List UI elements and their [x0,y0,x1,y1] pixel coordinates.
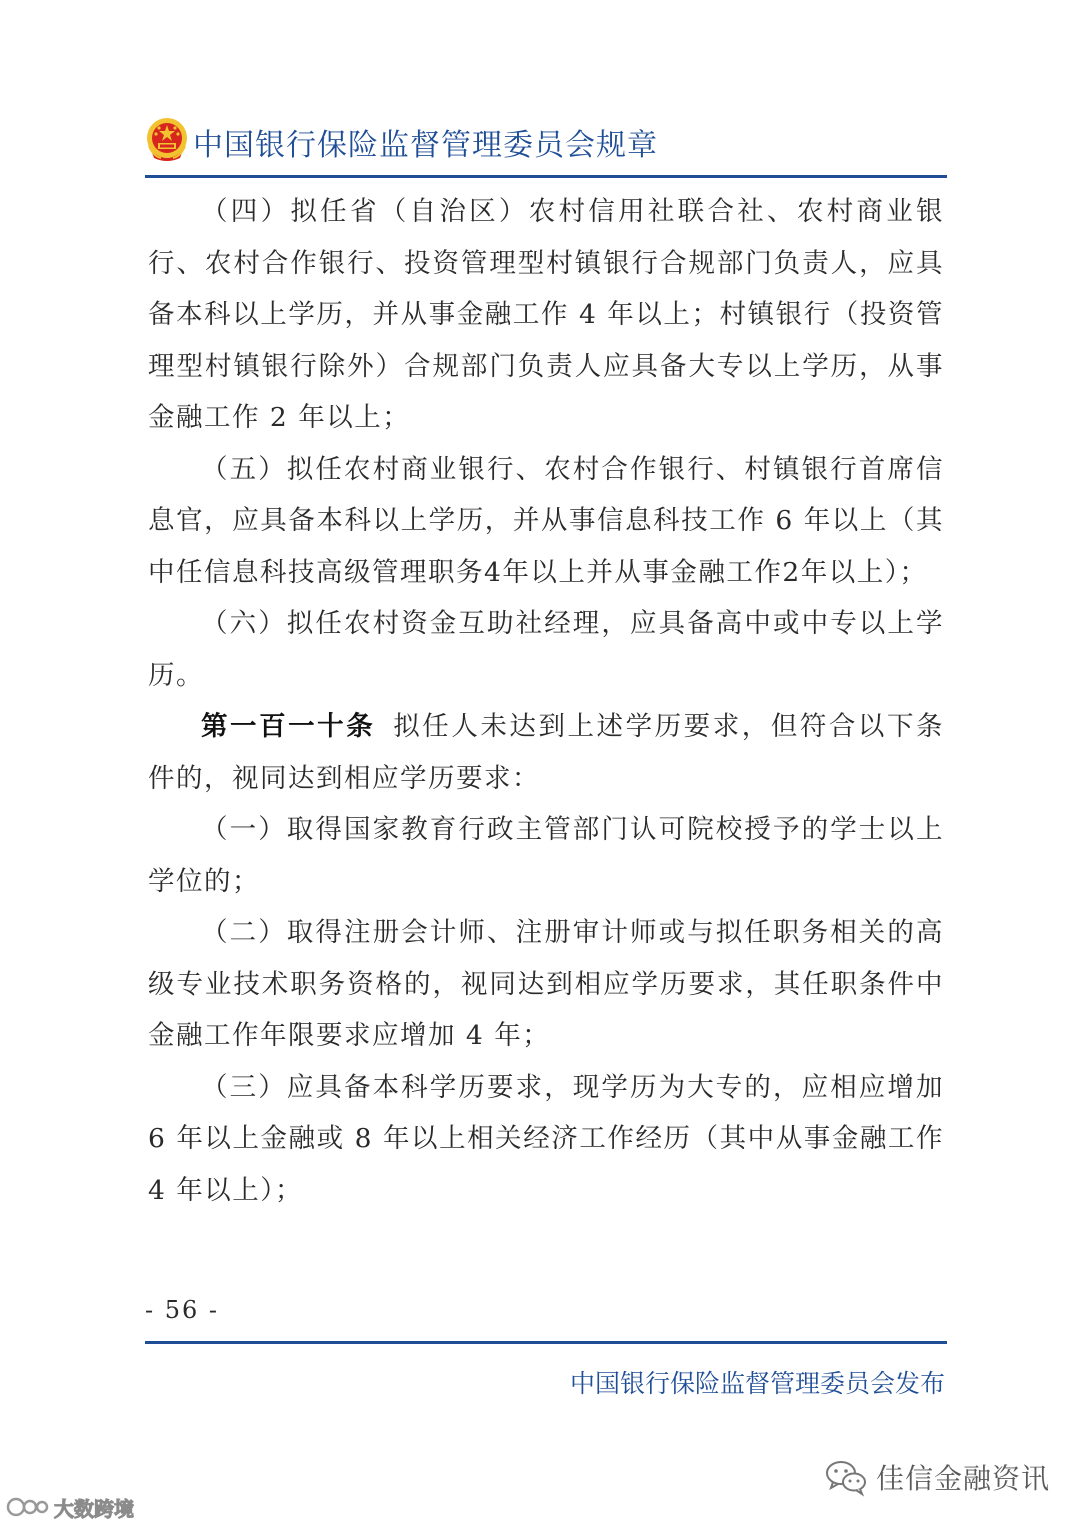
paragraph-text: （四）拟任省（自治区）农村信用社联合社、农村商业银行、农村合作银行、投资管理型村镇银行合规部门负责人，应具备本科以上学历，并从事金融工作 4 年以上；村镇银行（投资管理型村镇银行除外）合规部门负责人应具备大专以上学历，从事金融工作 2 年以上； [148,196,944,433]
watermark-right [824,1452,1050,1502]
paragraph-item-1 [148,804,944,907]
dashu-logo-icon [6,1492,50,1522]
paragraph-item-3 [148,1062,944,1217]
watermark-left-text: 大数跨境 [54,1496,134,1521]
article-110 [148,701,944,804]
paragraph-text: （一）取得国家教育行政主管部门认可院校授予的学士以上学位的； [148,814,944,897]
paragraph-4 [148,186,944,444]
paragraph-text: （二）取得注册会计师、注册审计师或与拟任职务相关的高级专业技术职务资格的，视同达到相应学历要求，其任职条件中金融工作年限要求应增加 4 年； [148,917,944,1051]
footer-publisher: 中国银行保险监督管理委员会发布 [569,1369,945,1398]
wechat-icon [824,1457,868,1497]
page-number: - 56 - [145,1296,220,1324]
document-body [148,186,944,1216]
paragraph-text: （三）应具备本科学历要求，现学历为大专的，应相应增加 6 年以上金融或 8 年以上相关经济工作经历（其中从事金融工作 4 年以上）； [148,1071,944,1206]
header-title: 中国银行保险监督管理委员会规章 [193,128,658,163]
watermark-left [6,1490,134,1524]
page-header [145,112,947,174]
paragraph-text: （六）拟任农村资金互助社经理，应具备高中或中专以上学历。 [148,608,944,691]
national-emblem-icon [145,116,189,164]
paragraph-text: 拟任人未达到上述学历要求，但符合以下条件的，视同达到相应学历要求： [148,711,944,794]
header-divider [145,175,947,178]
paragraph-6 [148,598,944,701]
footer-divider [145,1341,947,1344]
article-heading: 第一百一十条 [201,711,376,742]
watermark-right-text: 佳信金融资讯 [875,1462,1050,1495]
paragraph-text: （五）拟任农村商业银行、农村合作银行、村镇银行首席信息官，应具备本科以上学历，并从事信息科技工作 6 年以上（其中任信息科技高级管理职务4年以上并从事金融工作2年以上）； [148,453,944,588]
paragraph-item-2 [148,907,944,1062]
paragraph-5 [148,444,944,599]
